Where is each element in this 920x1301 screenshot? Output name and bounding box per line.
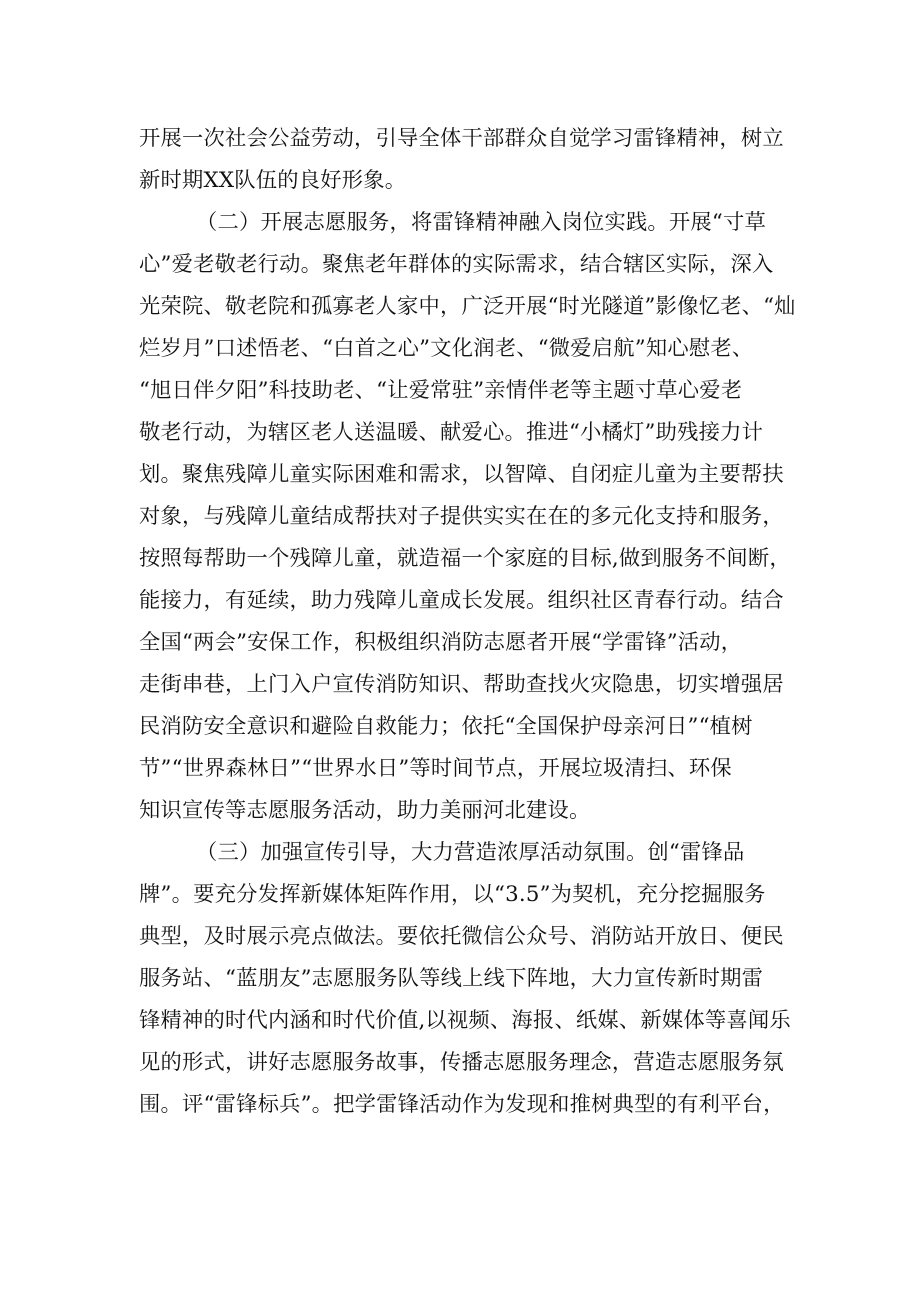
text-line: 对象，与残障儿童结成帮扶对子提供实实在在的多元化支持和服务， [139, 504, 784, 529]
text-line: 按照每帮助一个残障儿童，就造福一个家庭的目标,做到服务不间断， [139, 546, 791, 571]
text-line: 烂岁月”口述悟老、“白首之心”文化润老、“微爱启航”知心慰老、 [139, 336, 754, 361]
section-heading-line: （二）开展志愿服务，将雷锋精神融入岗位实践。开展“寸草 [196, 210, 767, 235]
section-heading-line: （三）加强宣传引导，大力营造浓厚活动氛围。创“雷锋品 [196, 840, 745, 865]
text-line: 围。评“雷锋标兵”。把学雷锋活动作为发现和推树典型的有利平台， [139, 1092, 785, 1117]
text-line: 新时期XX队伍的良好形象。 [139, 168, 407, 193]
text-line: 走街串巷，上门入户宣传消防知识、帮助查找火灾隐患，切实增强居 [139, 672, 784, 697]
text-line: 锋精神的时代内涵和时代价值,以视频、海报、纸媒、新媒体等喜闻乐 [139, 1008, 791, 1033]
text-line: 民消防安全意识和避险自救能力；依托“全国保护母亲河日”“植树 [139, 714, 753, 739]
text-line: 见的形式，讲好志愿服务故事，传播志愿服务理念，营造志愿服务氛 [139, 1050, 784, 1075]
text-line: 开展一次社会公益劳动，引导全体干部群众自觉学习雷锋精神，树立 [139, 126, 784, 151]
text-line: 典型，及时展示亮点做法。要依托微信公众号、消防站开放日、便民 [139, 924, 784, 949]
text-line: 心”爱老敬老行动。聚焦老年群体的实际需求，结合辖区实际，深入 [139, 252, 774, 277]
text-line: 节”“世界森林日”“世界水日”等时间节点，开展垃圾清扫、环保 [139, 756, 732, 781]
text-line: 知识宣传等志愿服务活动，助力美丽河北建设。 [139, 798, 591, 823]
text-line: 服务站、“蓝朋友”志愿服务队等线上线下阵地，大力宣传新时期雷 [139, 966, 764, 991]
text-line: 能接力，有延续，助力残障儿童成长发展。组织社区青春行动。结合 [139, 588, 784, 613]
text-line: 光荣院、敬老院和孤寡老人家中，广泛开展“时光隧道”影像忆老、“灿 [139, 294, 796, 319]
text-line: 划。聚焦残障儿童实际困难和需求，以智障、自闭症儿童为主要帮扶 [139, 462, 784, 487]
text-line: “旭日伴夕阳”科技助老、“让爱常驻”亲情伴老等主题寸草心爱老 [139, 378, 743, 403]
text-line: 敬老行动，为辖区老人送温暖、献爱心。推进“小橘灯”助残接力计 [139, 420, 764, 445]
text-line: 牌”。要充分发挥新媒体矩阵作用，以“3.5”为契机，充分挖掘服务 [139, 882, 766, 907]
text-line: 全国“两会”安保工作，积极组织消防志愿者开展“学雷锋”活动， [139, 630, 743, 655]
